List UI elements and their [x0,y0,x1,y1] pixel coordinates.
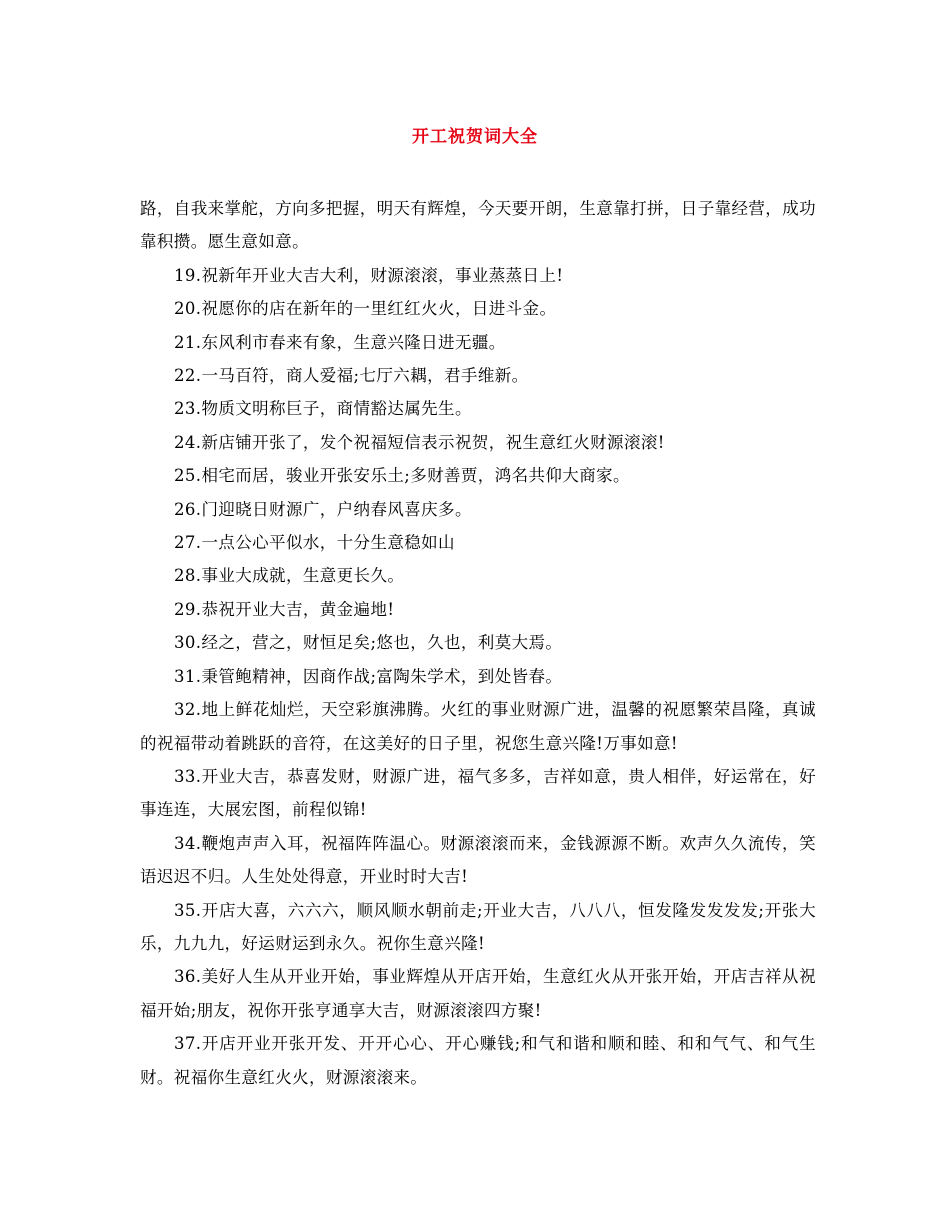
paragraph: 21.东风利市春来有象，生意兴隆日进无疆。 [174,332,506,352]
paragraph: 22.一马百符，商人爱福;七厅六耦，君手维新。 [174,366,529,386]
paragraph: 33.开业大吉，恭喜发财，财源广进，福气多多，吉祥如意，贵人相伴，好运常在，好事连连，大展宏图，前程似锦! [140,766,816,820]
paragraph: 25.相宅而居，骏业开张安乐土;多财善贾，鸿名共仰大商家。 [174,466,630,486]
document-body [140,192,816,1094]
paragraph: 28.事业大成就，生意更长久。 [174,566,405,586]
paragraph: 35.开店大喜，六六六，顺风顺水朝前走;开业大吉，八八八，恒发隆发发发发;开张大乐，九九九，好运财运到永久。祝你生意兴隆! [140,900,816,953]
paragraph: 36.美好人生从开业开始，事业辉煌从开店开始，生意红火从开张开始，开店吉祥从祝福开始;朋友，祝你开张亨通享大吉，财源滚滚四方聚! [140,967,816,1020]
paragraph: 23.物质文明称巨子，商情豁达属先生。 [174,399,472,419]
paragraph: 34.鞭炮声声入耳，祝福阵阵温心。财源滚滚而来，金钱源源不断。欢声久久流传，笑语迟迟不归。人生处处得意，开业时时大吉! [140,833,816,887]
paragraph: 31.秉管鲍精神，因商作战;富陶朱学术，到处皆春。 [174,666,563,686]
paragraph: 30.经之，营之，财恒足矣;悠也，久也，利莫大焉。 [174,633,563,653]
paragraph: 20.祝愿你的店在新年的一里红红火火，日进斗金。 [174,299,557,319]
paragraph: 32.地上鲜花灿烂，天空彩旗沸腾。火红的事业财源广进，温馨的祝愿繁荣昌隆，真诚的祝福带动着跳跃的音符，在这美好的日子里，祝您生意兴隆!万事如意! [140,700,816,753]
paragraph: 24.新店铺开张了，发个祝福短信表示祝贺，祝生意红火财源滚滚! [174,432,665,452]
paragraph: 路，自我来掌舵，方向多把握，明天有辉煌，今天要开朗，生意靠打拼，日子靠经营，成功靠积攒。愿生意如意。 [140,199,816,252]
document-title: 开工祝贺词大全 [412,127,538,147]
paragraph: 27.一点公心平似水，十分生意稳如山 [174,533,455,553]
paragraph: 19.祝新年开业大吉大利，财源滚滚，事业蒸蒸日上! [174,265,564,285]
paragraph: 37.开店开业开张开发、开开心心、开心赚钱;和气和谐和顺和睦、和和气气、和气生财。祝福你生意红火火，财源滚滚来。 [140,1034,816,1087]
paragraph: 26.门迎晓日财源广，户纳春风喜庆多。 [174,499,472,519]
paragraph: 29.恭祝开业大吉，黄金遍地! [174,599,395,619]
